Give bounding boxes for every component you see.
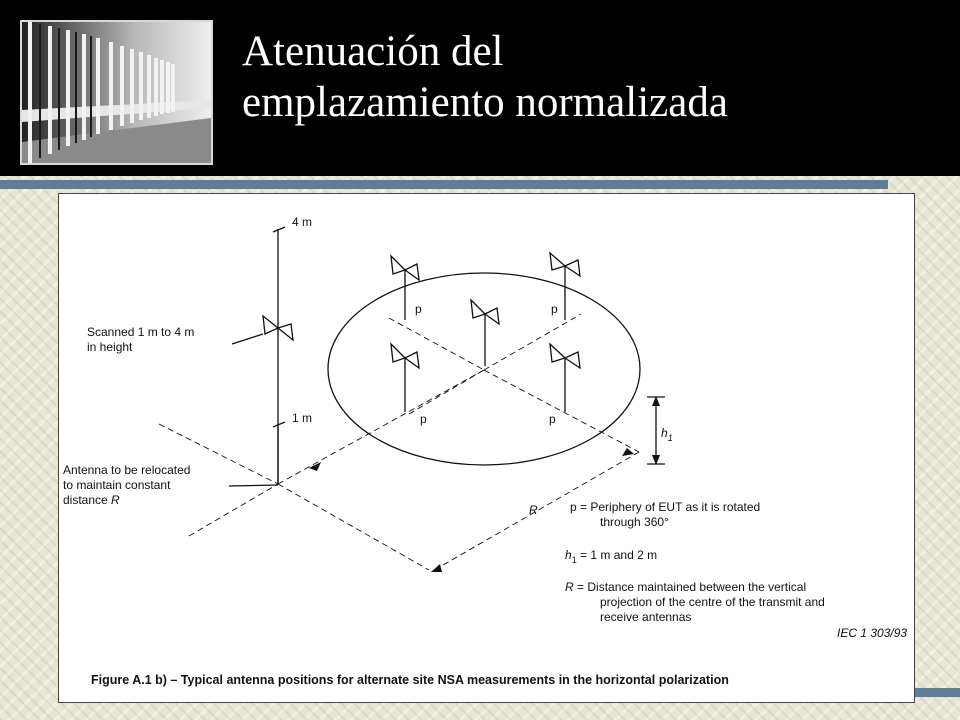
label-p: p (415, 302, 422, 316)
eut-antenna-icon (550, 344, 580, 412)
slide-header (0, 0, 960, 176)
mast-tick-1m (273, 422, 285, 427)
footer-divider (915, 688, 960, 697)
legend-h1: $h_1 = 1$ m and 2 m (565, 548, 658, 565)
mast-tick-4m (273, 227, 285, 232)
label-4m: 4 m (292, 215, 313, 229)
label-h1: $h_1$ (661, 426, 673, 443)
legend-r-line-2: projection of the centre of the transmit and (600, 595, 825, 609)
iec-reference: IEC 1 303/93 (837, 626, 908, 640)
title-line-2: emplazamiento normalizada (242, 79, 728, 126)
diagram-figure (58, 193, 915, 703)
antenna-diagram (59, 194, 916, 704)
legend-r: R = Distance maintained between the vertical (565, 580, 807, 594)
anechoic-chamber-photo (20, 20, 213, 165)
antenna-label-line-1: Antenna to be relocated (63, 463, 191, 477)
ground-line-to-centre (278, 370, 484, 484)
eut-antenna-icon (391, 344, 419, 412)
legend-p: p = Periphery of EUT as it is rotated (570, 500, 761, 514)
header-divider (0, 180, 888, 189)
slide-title (242, 26, 728, 128)
antenna-label-line-2: to maintain constant (63, 478, 171, 492)
label-p: p (420, 412, 427, 426)
scanned-label-line-1: Scanned 1 m to 4 m (87, 325, 195, 339)
antenna-label-line-3: distance R (63, 493, 120, 507)
label-1m: 1 m (292, 411, 313, 425)
ground-line-r (278, 484, 429, 570)
scanned-label-line-2: in height (87, 340, 133, 354)
label-r: R (529, 503, 538, 517)
turntable-ellipse (328, 273, 640, 465)
legend-p-line-2: through 360° (600, 515, 669, 529)
label-p: p (549, 412, 556, 426)
figure-caption: Figure A.1 b) – Typical antenna positions for alternate site NSA measurements in the horizontal polarization (91, 673, 729, 687)
title-line-1: Atenuación del (242, 28, 504, 75)
legend-r-line-3: receive antennas (600, 610, 692, 624)
eut-antenna-icon (471, 300, 499, 366)
label-p: p (551, 302, 558, 316)
